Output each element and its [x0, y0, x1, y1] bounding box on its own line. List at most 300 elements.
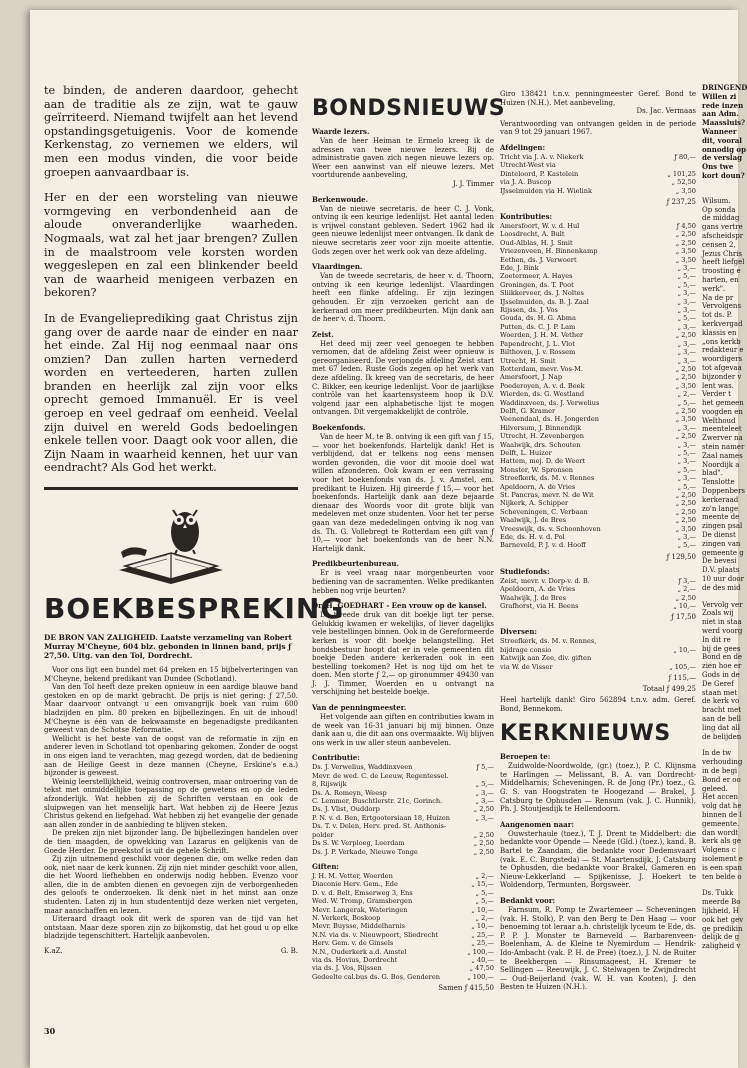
- edge-line: volg dat he: [702, 802, 742, 811]
- edge-line: Welthoud: [702, 416, 736, 425]
- edge-line: staan met: [702, 688, 738, 697]
- kontributie-row: [500, 222, 696, 230]
- edge-line: harten, en: [702, 275, 739, 284]
- kontributie-row: [500, 314, 696, 322]
- section-title: Dr. H. GOEDHART - Een vrouw op de kansel.: [312, 601, 487, 611]
- section-text: Van de heer Heiman te Ermelo kreeg ik de adressen van twee nieuwe lezers. Bij de administratie gaven zich negen nieuwe lezers op. Weer een aanwinst van elf nieuwe lezers. Met voortdurende aanbeveling,: [312, 137, 494, 180]
- kontributie-row-amount: „ 3,50: [675, 255, 696, 264]
- edge-line: meenteleet: [702, 425, 742, 434]
- kontributies-sum: ƒ 129,50: [666, 552, 696, 561]
- section-title: Zeist.: [312, 329, 334, 339]
- gift-row-name: via ds. J. Vos, Rijssen: [312, 964, 382, 973]
- masthead-kerknieuws: KERKNIEUWS: [500, 721, 671, 747]
- diversen-row-amount: „ 105,—: [669, 662, 696, 671]
- kontributie-row-amount: „ 5,—: [677, 541, 696, 550]
- contributie-row-name: P. N. v. d. Ben, Ertgootersiaan 18, Huizen: [312, 813, 451, 822]
- edge-line: afscheidspr: [702, 231, 744, 240]
- edge-line: De dienst: [702, 531, 736, 540]
- studiefonds-row-amount: „ 2,50: [675, 593, 696, 602]
- edge-column: [702, 83, 747, 951]
- kontributie-row-amount: ƒ 4,50: [676, 222, 696, 230]
- edge-line: [702, 881, 738, 889]
- edge-line: zingen psal: [702, 522, 743, 531]
- edge-line: niet in staa: [702, 618, 742, 627]
- edge-line: Het accen: [702, 793, 738, 802]
- kontributie-row-name: Utrecht, H. Zevenbergen: [500, 432, 584, 441]
- studiefonds-row-amount: „ 10,—: [673, 602, 696, 611]
- kontributie-row-name: Scheveningen, C. Verbaan: [500, 507, 588, 516]
- contributie-row: [312, 805, 494, 813]
- kontributie-row-amount: „ 5,—: [677, 314, 696, 323]
- edge-line: voogden en: [702, 407, 743, 416]
- kontributie-row-amount: „ 5,—: [677, 482, 696, 491]
- gift-row: [312, 964, 494, 972]
- edge-line: Zoals wij: [702, 609, 734, 618]
- samen-label: Samen: [438, 984, 463, 993]
- contributie-row-amount: „ 3,—: [475, 813, 494, 822]
- edge-line: gans vertre: [702, 223, 743, 232]
- edge-line: lent was.: [702, 381, 734, 390]
- edge-line: Maassluis?: [702, 118, 746, 128]
- kontributie-row: [500, 525, 696, 533]
- section-text: De tweede druk van dit boekje ligt ter perse. Gelukkig kwamen er wekelijks, of liever dagelijks vele bestellingen binnen. Ook in de Gereformeerde kerken is voor dit boekje belangstelling. Het bondsbestuur hoopt dat er in vele gemeenten dit boekje Deden andere kerkeraden ook in een bestelling toekomen? Het is nog tijd om het te doen. Men storte ƒ 2,— op gironummer 49430 van J. J. Timmer, Woerden en u ontvangt na verschijning het bestelde boekje.: [312, 611, 494, 697]
- studiefonds-row-name: Grafhorst, via H. Beens: [500, 602, 579, 611]
- diversen-row-amount: [662, 654, 696, 662]
- kontributie-row-name: Hilversum, J. Binnendijk: [500, 423, 582, 432]
- review-paragraph: Voor ons ligt een bundel met 64 preken en 15 bijbelverteringen van M'Cheyne, bekend predikant van Dundee (Schotland).: [44, 666, 298, 683]
- kontributie-row: [500, 415, 696, 423]
- edge-line: woordigers: [702, 355, 743, 364]
- kontributie-row-amount: „ 2,50: [675, 230, 696, 239]
- gift-row-amount: „ 25,—: [471, 930, 494, 939]
- studiefonds-row-name: Zeist, mevr. v. Dorp-v. d. B.: [500, 576, 590, 585]
- contributie-row: [312, 814, 494, 822]
- edge-line: het gemeen: [702, 399, 744, 408]
- edge-line: Vervolgens: [702, 302, 742, 311]
- afdeling-row: [500, 153, 696, 161]
- kontributie-row-name: Waalwijk, J. de Bres: [500, 516, 566, 525]
- kontributie-row-amount: „ 3,—: [677, 474, 696, 483]
- edge-line: redakteur e: [702, 346, 744, 355]
- gift-row-amount: „ 40,—: [471, 955, 494, 964]
- kontributie-row-name: Woerden, J. H. M. Vether: [500, 331, 584, 340]
- edge-line: tot afgevaa: [702, 363, 742, 372]
- editorial-paragraph: Her en der een worsteling van nieuwe vormgeving en verbondenheid aan de aloude onveranderlijke waarheden. Nogmaals, wat zal het jaar brengen? Zullen in de maalstroom vele korsten worden weggeslepen en zal een blinkender beeld van de waarheid menigeen verbazen en bekoren?: [44, 191, 298, 300]
- edge-line: lijkheid, H: [702, 906, 739, 915]
- kontributie-row-name: Papendrecht, J. L. Vlot: [500, 339, 575, 348]
- kontributie-row-name: Waddinxveen, ds. J. Verwelius: [500, 398, 600, 407]
- edge-line: DRINGEND: [702, 83, 747, 92]
- diversen-row: [500, 646, 696, 654]
- kontributie-row-name: Loosdrecht, A. Bult: [500, 230, 565, 239]
- kerk-section-title: Aangenomen naar:: [500, 819, 574, 829]
- kontributie-row: [500, 516, 696, 524]
- totaal-total: [500, 685, 696, 693]
- right-column: [500, 90, 696, 992]
- edge-line: zingen van: [702, 539, 741, 548]
- edge-line: gemeente.: [702, 819, 740, 828]
- edge-line: zo'n lange: [702, 504, 739, 513]
- kontributie-row-amount: „ 2,—: [677, 390, 696, 399]
- gift-row-name: J. H. M. Vetter, Woerden: [312, 871, 393, 880]
- kerk-section-text: Ouwsterhaule (toez.), T. J. Drent te Middelbert: die bedankte voor Opende — Neede (Gld.) (toez.), kand. B. Bartel te Zaandam, die bedankte voor Dedemsvaart (vak. E. C. Burgsteda) — St. Maartensdijk, J. Catsburg te Ophusden, die bedankte voor Brakel, Gameren en Nieuw-Lekkerland — Spijkenisse, J. Hoekert te Woldendorp, Termunten, Borgsweer.: [500, 829, 696, 890]
- signature-right: G. B.: [280, 947, 298, 956]
- bondsnieuws-sections: [312, 127, 494, 747]
- kontributie-row: [500, 407, 696, 415]
- kontributie-row-amount: „ 3,50: [675, 524, 696, 533]
- edge-line: gemeente g: [702, 548, 744, 557]
- section-title: Waarde lezers.: [312, 127, 370, 136]
- kontributie-row-amount: „ 5,—: [677, 465, 696, 474]
- kontributie-row-amount: „ 2,50: [675, 516, 696, 525]
- kontributie-row: [500, 449, 696, 457]
- contributie-row-amount: [460, 822, 494, 830]
- section-title: Berkenwoude.: [312, 194, 369, 204]
- edge-line: Noordijk a: [702, 460, 740, 469]
- kontributie-row-name: Utrecht, H. Smit: [500, 356, 556, 365]
- edge-line: Ds. Tukk: [702, 889, 734, 898]
- afdelingen-header: Afdelingen:: [500, 142, 546, 152]
- edge-line: in de begi: [702, 766, 738, 775]
- kontributie-row: [500, 474, 696, 482]
- edge-line: aan de bell: [702, 714, 742, 723]
- afdeling-row-name: IJsselmuiden via H. Wielink: [500, 186, 593, 195]
- gift-row: [312, 914, 494, 922]
- diversen-header: Diversen:: [500, 627, 538, 637]
- gift-row-amount: „ 2,—: [475, 913, 494, 922]
- kontributie-row: [500, 441, 696, 449]
- section-text: Het volgende aan giften en contributies kwam in de week van 16-31 januari bij mij binnen. Onze dank aan u, die dit aan ons overmaakte. Wij blijven ons werk in uw aller steun aanbevelen.: [312, 713, 494, 747]
- afdeling-row: [500, 187, 696, 195]
- kontributie-row-amount: „ 2,50: [675, 499, 696, 508]
- afdeling-row-amount: [662, 161, 696, 169]
- samen-total: [312, 984, 494, 992]
- section-heading-boekbespreking: BOEKBESPREKING: [44, 592, 345, 626]
- edge-line: Bond en de: [702, 653, 743, 662]
- review-paragraph: Weinig leerstellijkheid, weinig controversen, maar ontroering van de tekst met onmiddellijke toepassing op de gewetens en op de leden afzonderlijk. Wat hebben zij de Schriften verstaan en ook de sluipwegen van het menselijk hart. Wat hebben zij de Heere Jezus Christus gekend en liefgehad. Wat hebben zij het evangelie der genade aan allen zonder in de aanbieding te blijven steken.: [44, 777, 298, 829]
- edge-line: de belijden: [702, 732, 742, 741]
- studiefonds-row-name: Apeldoorn, A. de Vries: [500, 585, 576, 594]
- editorial-paragraph: In de Evangelieprediking gaat Christus zijn gang over de aarde naar de einder en naar het einde. Zal Hij nog eenmaal naar ons omzien? Dan zullen harten vernederd worden en verteederen, harten zullen branden en heerlijk zal zijn voor elks oprecht gemoed Immanuël. Er is veel geroep en veel gedraaf om eenheid. Veelal zijn duivel en wereld Gods bedoelingen enkele tellen voor. Daagt ook voor allen, die Zijn Naam in waarheid kennen, het uur van eendracht? Als God het werkt.: [44, 311, 298, 475]
- kontributie-row-amount: „ 2,50: [675, 491, 696, 499]
- edge-line: Verder t: [702, 390, 731, 399]
- diversen-row-name: via W. de Visser: [500, 662, 553, 671]
- account-text: Verantwoording van ontvangen gelden in de periode van 9 tot 29 januari 1967.: [500, 119, 696, 137]
- gift-row: [312, 897, 494, 905]
- kontributie-row: [500, 365, 696, 373]
- gift-row-amount: „ 25,—: [471, 939, 494, 948]
- kontributie-row: [500, 424, 696, 432]
- contributie-row-name: Ds. A. Romeyn, Weesp: [312, 788, 387, 797]
- kontributie-row-name: Apeldoorn, A. de Vries: [500, 482, 576, 491]
- kontributie-row: [500, 264, 696, 272]
- edge-line: dit, vooral: [702, 135, 742, 145]
- afdeling-row-amount: ƒ 80,—: [674, 152, 696, 161]
- section-title: Vlaardingen.: [312, 262, 363, 272]
- kontributie-row: [500, 357, 696, 365]
- kontributie-row-amount: „ 2,50: [675, 238, 696, 247]
- contributie-row-amount: „ 5,—: [475, 780, 494, 789]
- book-review: [44, 666, 298, 941]
- kontributie-row-name: Amersfoort, W. v. d. Hul: [500, 222, 580, 230]
- kontributie-row: [500, 466, 696, 474]
- kontributie-row-amount: „ 3,—: [677, 289, 696, 298]
- contributie-row: [312, 789, 494, 797]
- kontributie-row-name: Sliikkerveer, ds. J. Noltes: [500, 289, 584, 298]
- kontributie-row: [500, 256, 696, 264]
- kontributie-row: [500, 541, 696, 549]
- edge-line: De Geref: [702, 679, 734, 688]
- kontributie-row: [500, 390, 696, 398]
- gift-row-name: via ds. Hovius, Dordrecht: [312, 955, 398, 964]
- gift-row-amount: „ 100,—: [467, 947, 494, 956]
- kontributie-row: [500, 508, 696, 516]
- kontributie-row: [500, 281, 696, 289]
- gift-row-name: Wed. W. Tromp, Gramsbergen: [312, 897, 413, 906]
- edge-line: heeft liefgel: [702, 258, 745, 267]
- gift-row-name: N.N. via ds. v. Nieuwpoort, Sliedrecht: [312, 930, 439, 939]
- diversen-row-amount: „ 10,—: [673, 645, 696, 654]
- studiefonds-header: Studiefonds:: [500, 566, 550, 576]
- section-text: Van de nieuwe secretaris, de heer C. J. Vonk, ontving ik een keurige ledenlijst. Het aantal leden is vrijwel constant gebleven. Sedert 1962 had ik geen nieuwe ledenlijst meer ontvangen. Ik dank de nieuwe secretaris zeer voor zijn moeite attentie. Gods zegen over het werk ook van deze afdeling.: [312, 204, 494, 256]
- edge-line: Wilsum.: [702, 196, 731, 205]
- kontributie-row: [500, 491, 696, 499]
- contributie-row: [312, 763, 494, 771]
- gift-row-amount: „ 100,—: [467, 972, 494, 981]
- edge-line: Na de pr: [702, 293, 734, 302]
- kontributie-row-name: Zoetermeer, A. Hayes: [500, 272, 573, 281]
- samen-value: ƒ 415,50: [464, 984, 494, 993]
- afdeling-row-name: Utrecht-West via: [500, 161, 556, 170]
- giften-header: Giften:: [312, 861, 340, 871]
- diversen-row: [500, 663, 696, 671]
- kontributies-header: Kontributies:: [500, 212, 553, 221]
- kontributie-row-amount: „ 3,—: [677, 348, 696, 357]
- edge-line: bijzonder v: [702, 372, 742, 381]
- kontributie-row: [500, 298, 696, 306]
- gift-row-amount: „ 47,50: [469, 964, 494, 973]
- kontributie-row-amount: „ 2,50: [675, 364, 696, 373]
- kontributie-row-amount: „ 3,—: [677, 356, 696, 365]
- kontributie-row: [500, 289, 696, 297]
- studiefonds-row-amount: „ 2,—: [677, 585, 696, 594]
- edge-line: isolement e: [702, 854, 743, 863]
- studiefonds-row: [500, 602, 696, 610]
- review-paragraph: Van den Tol heeft deze preken opnieuw in een aardige blauwe band gestoken en op de markt gebracht. De prijs is niet gering: ƒ 27,50. Maar daarvoor ontvangt u een omvangrijk boek van ruim 600 bladzijden en plm. 80 preken en bijbellezingen. En uit de inhoud! M'Cheyne is één van de bekwaamste en begenadigste predikanten geweest van de Schotse Reformatie.: [44, 683, 298, 735]
- contributie-row: [312, 780, 494, 788]
- kontributie-row-name: Bilthoven, J. v. Rossem: [500, 348, 576, 357]
- edge-line: bij de gees: [702, 644, 741, 653]
- edge-line: Gods in de: [702, 671, 740, 679]
- giro-text: Giro 138421 t.n.v. penningmeester Geref. Bond te Huizen (N.H.). Met aanbeveling,: [500, 90, 696, 107]
- diversen-row-name: bijdrage consio: [500, 645, 552, 654]
- edge-line: kerkeraad: [702, 495, 739, 504]
- kontributie-row-name: Nijkerk, A. Schipper: [500, 499, 569, 508]
- kontributie-row-amount: „ 3,50: [675, 415, 696, 424]
- kontributie-row-name: Hattem, mej. D. de Weert: [500, 457, 586, 466]
- edge-line: delijk de g: [702, 933, 740, 942]
- review-paragraph: De preken zijn niet bijzonder lang. De bijbellezingen handelen over de tien maagden, de opwekking van Lazarus en gelijkenis van de Goede Herder. De preekstof is uit de gehele Schrift.: [44, 829, 298, 855]
- kontributie-row: [500, 323, 696, 331]
- afdeling-row-amount: „ 3,50: [675, 186, 696, 195]
- afdeling-row-name: via J. A. Buscop: [500, 178, 552, 187]
- contributie-row-name: Ds S. W. Verploeg, Leerdam: [312, 839, 405, 848]
- edge-line: bracht met: [702, 706, 742, 715]
- kontributie-row-name: St. Pancras, mevr. N. de Wit: [500, 491, 594, 499]
- edge-line: Wanneer: [702, 126, 737, 136]
- contributie-header: Contributie:: [312, 753, 360, 763]
- contributie-list: [312, 763, 494, 855]
- studiefonds-row: [500, 585, 696, 593]
- gift-row-amount: „ 10,—: [471, 905, 494, 914]
- kontributie-row: [500, 533, 696, 541]
- section-text: Van de heer M. te B. ontving ik een gift van ƒ 15,— voor het boekenfonds. Hartelijk dank! Het is verblijdend, dat er telkens nog eens mensen worden gevonden, die voor dit mooie doel wat willen afzonderen. Ook kwam er een verrassing voor het boekenfonds van ds. J. v. Amstel, em. predikant te Huizen. Hij gireerde ƒ 15,— voor het boekenfonds. Hartelijk dank aan deze bejaarde dienaar des Woords voor dit grote blijk van medeleven met onze studenten. Voor het ter perse gaan van deze mededelingen ontving ik nog van ds. Th. G. Vollebregt te Rotterdam een gift van ƒ 10,— voor het boekenfonds van de heer N.N. Hartelijk dank.: [312, 433, 494, 553]
- contributie-row-amount: „ 3,—: [475, 788, 494, 797]
- totaal-label: Totaal: [642, 685, 665, 694]
- contributie-row: [312, 822, 494, 830]
- kontributie-row-name: Monster, W. Spronsen: [500, 465, 573, 474]
- review-paragraph: Zij zijn uitnemend geschikt voor degenen die, om welke reden dan ook, niet naar de kerk kunnen. Zij zijn niet minder geschikt voor allen, die het Woord liefhebben en onderwijs nodig hebben. Evenzo voor allen, die in de ambten dienen en gevoegen zijn de verborgenheden des geloofs te onderzoeken. Ik denk niet in het minst aan onze studenten. Laten zij in hun studententijd deze werken niet vergeten, maar aanschaffen en lezen.: [44, 855, 298, 915]
- editorial-continuation: [44, 84, 298, 475]
- kontributie-row-name: Ede, ds. H. v. d. Pol: [500, 533, 565, 542]
- kontributie-row-name: Waalwijk, drs. Schouten: [500, 440, 581, 449]
- giro-signature: Ds. Jac. Vermaas: [636, 107, 696, 116]
- afdeling-row-name: Dinteloord, P. Kastelein: [500, 169, 579, 178]
- kontributie-row: [500, 382, 696, 390]
- kontributie-row: [500, 457, 696, 465]
- edge-line: aan Adm.: [702, 109, 739, 119]
- kontributie-row: [500, 340, 696, 348]
- gift-row-name: Herv. Gem. v. de Ginsels: [312, 939, 394, 948]
- edge-line: is een span: [702, 863, 742, 872]
- kontributie-row: [500, 499, 696, 507]
- edge-line: De bevesi: [702, 557, 737, 566]
- afdelingen-sum: ƒ 237,25: [666, 198, 696, 206]
- kontributie-row-name: Delft, G. Kramer: [500, 406, 556, 415]
- edge-line: kerk als ge: [702, 837, 742, 846]
- owl-on-books-icon: [111, 500, 231, 588]
- kontributie-row-amount: „ 3,—: [677, 339, 696, 348]
- edge-line: D.V. plaats: [702, 566, 740, 575]
- kontributie-row: [500, 432, 696, 440]
- kontributie-row-name: Oud-Alblas, H. J. Smit: [500, 238, 573, 247]
- kontributie-row: [500, 230, 696, 238]
- edge-line: verhouding: [702, 758, 743, 767]
- diversen-row: [500, 654, 696, 662]
- kontributie-row-amount: „ 3,—: [677, 440, 696, 449]
- edge-line: Bond er oo: [702, 775, 741, 784]
- masthead-bondsnieuws: BONDSNIEUWS: [312, 96, 506, 121]
- contributie-row-name: Ds. J. P. Verkade, Nieuwe Tonge: [312, 847, 418, 856]
- contributie-row-name: polder: [312, 830, 334, 839]
- edge-line: 10 uur door: [702, 575, 744, 584]
- edge-line: kerkvergad: [702, 319, 743, 328]
- contributie-row-amount: „ 2,50: [473, 830, 494, 839]
- edge-line: [702, 593, 738, 601]
- studiefonds-row-amount: ƒ 3,—: [678, 576, 696, 585]
- diversen-sum: ƒ 115,—: [668, 674, 696, 683]
- edge-line: Zaal names: [702, 451, 743, 460]
- edge-line: geleed.: [702, 784, 728, 793]
- kontributie-row-amount: „ 5,—: [677, 398, 696, 407]
- studiefonds-row-name: Waalwijk, J. de Bres: [500, 593, 566, 602]
- contributie-row-amount: „ 2,50: [473, 839, 494, 848]
- diversen-row-amount: [662, 637, 696, 645]
- kontributie-row: [500, 399, 696, 407]
- edge-line: meerde Bo: [702, 898, 741, 907]
- gift-row-name: Diaconie Herv. Gem., Ede: [312, 880, 398, 889]
- kontributie-row: [500, 247, 696, 255]
- kontributie-row-name: Rotterdam, mevr. Vos-M.: [500, 364, 583, 373]
- edge-line: [702, 181, 738, 189]
- edge-text: [702, 83, 747, 951]
- diversen-row-name: Streefkerk, ds. M. v. Rennes,: [500, 637, 597, 646]
- edge-line: klassis en: [702, 328, 737, 337]
- kontributie-row-amount: „ 5,—: [677, 280, 696, 289]
- thanks-text: Heel hartelijk dank! Giro 562894 t.n.v. adm. Geref. Bond, Bennekom.: [500, 696, 696, 713]
- studiefonds-list: [500, 577, 696, 611]
- contributie-row-name: Mevr. de wed. C. de Leeuw, Regentessel.: [312, 771, 449, 780]
- edge-line: In dit re: [702, 635, 731, 644]
- kontributie-row-amount: „ 2,50: [675, 406, 696, 415]
- gift-row-name: N. Verkerk, Boskoop: [312, 913, 381, 922]
- gift-row-name: D. v. d. Belt, Emserweg 3, Ens: [312, 888, 413, 897]
- kontributies-list: [500, 222, 696, 550]
- kontributie-row-amount: „ 3,50: [675, 381, 696, 390]
- section-signature: J. J. Timmer: [452, 179, 494, 188]
- review-signatures: [44, 947, 298, 955]
- contributie-row-amount: „ 3,—: [475, 797, 494, 806]
- edge-line: werk".: [702, 284, 726, 293]
- kontributie-row: [500, 373, 696, 381]
- middle-column: [312, 96, 506, 995]
- gift-row-name: Mevr. Langerak, Wateringen: [312, 905, 408, 914]
- kontributie-row-amount: „ 2,50: [675, 432, 696, 441]
- kontributie-row-name: Gouda, ds. H. G. Abma: [500, 314, 576, 323]
- kerk-section-text: Farnsum, R. Pomp te Zwartemeer — Scheveningen (vak. H. Stolk), P. van den Berg te Den Haag — voor benoeming tot leraar a.h. christelijk lyceum te Ede, ds. P. P. J. Monster te Barneveld — Barbarenveen-Boelenham, A. de Kleine te Nyemirdum — Hendrik-Ido-Ambacht (vak. P. H. de Pree) (toez.), J. N. de Ruiter te Beekbergen — Rinsumageest, H. Kremer te Sellingen — Reeuwijk, J. C. Stelwagen te Zwijndrecht — Oud-Beijerland (vak. W. H. van Kooten), J. den Besten te Huizen (N.H.).: [500, 906, 696, 992]
- contributie-row-name: Ds. J. Verwelius, Waddinxveen: [312, 763, 413, 772]
- kontributie-row-amount: „ 2,50: [675, 507, 696, 516]
- page-number: 30: [44, 1026, 56, 1036]
- kontributie-row-name: Putten, ds. C. J. P. Lam: [500, 322, 576, 331]
- kontributie-row-name: Rijssen, ds. J. Vos: [500, 306, 558, 315]
- edge-line: In de tw: [702, 749, 732, 758]
- contributie-row-amount: [460, 772, 494, 780]
- kontributie-row: [500, 239, 696, 247]
- gift-row-amount: „ 10,—: [471, 922, 494, 931]
- kerk-section-title: Bedankt voor:: [500, 896, 556, 905]
- kontributie-row: [500, 272, 696, 280]
- kontributie-row-amount: „ 3,—: [677, 423, 696, 432]
- section-text: Het deed mij zeer veel genoegen te hebben vernomen, dat de afdeling Zeist weer opnieuw is gereorganiseerd. De verjongde afdeling Zeist start met 67 leden. Ruste Gods zegen op het werk van deze afdeling. Ik kreeg van de secretaris, de heer C. Bikker, een keurige ledenlijst. Voor de jaarlijkse contrôle van het kaartensysteem hoop ik D.V. volgend jaar een alphabetische lijst te mogen ontvangen. Dit vergemakkelijkt de contrôle.: [312, 339, 494, 417]
- gift-row-name: Gedeelte cal.bus ds. G. Bos, Genderen: [312, 972, 440, 981]
- afdeling-row: [500, 161, 696, 169]
- gift-row: [312, 880, 494, 888]
- edge-line: ook het gev: [702, 915, 744, 924]
- kontributie-row-name: Wierden, ds. G. Westland: [500, 390, 585, 399]
- contributie-row-name: Ds. T. v. Delen, Herv. pred. St. Anthonis-: [312, 822, 447, 831]
- section-text: Er is veel vraag naar morgenbeurten voor bediening van de sacramenten. Welke predikanten hebben nog vrije beurten?: [312, 569, 494, 595]
- edge-line: ten belde o: [702, 872, 742, 881]
- totaal-value: ƒ 499,25: [666, 685, 696, 694]
- studiefonds-row: [500, 577, 696, 585]
- kontributie-row-name: Veenendaal, ds. H. Jongerden: [500, 415, 599, 424]
- kontributie-row-amount: „ 2,50: [675, 373, 696, 382]
- kerk-section-title: Beroepen te:: [500, 752, 551, 762]
- section-title: Boekenfonds.: [312, 423, 366, 433]
- gift-row-name: Mevr. Buysse, Middelharnis: [312, 922, 406, 931]
- kerknieuws-sections: [500, 752, 696, 992]
